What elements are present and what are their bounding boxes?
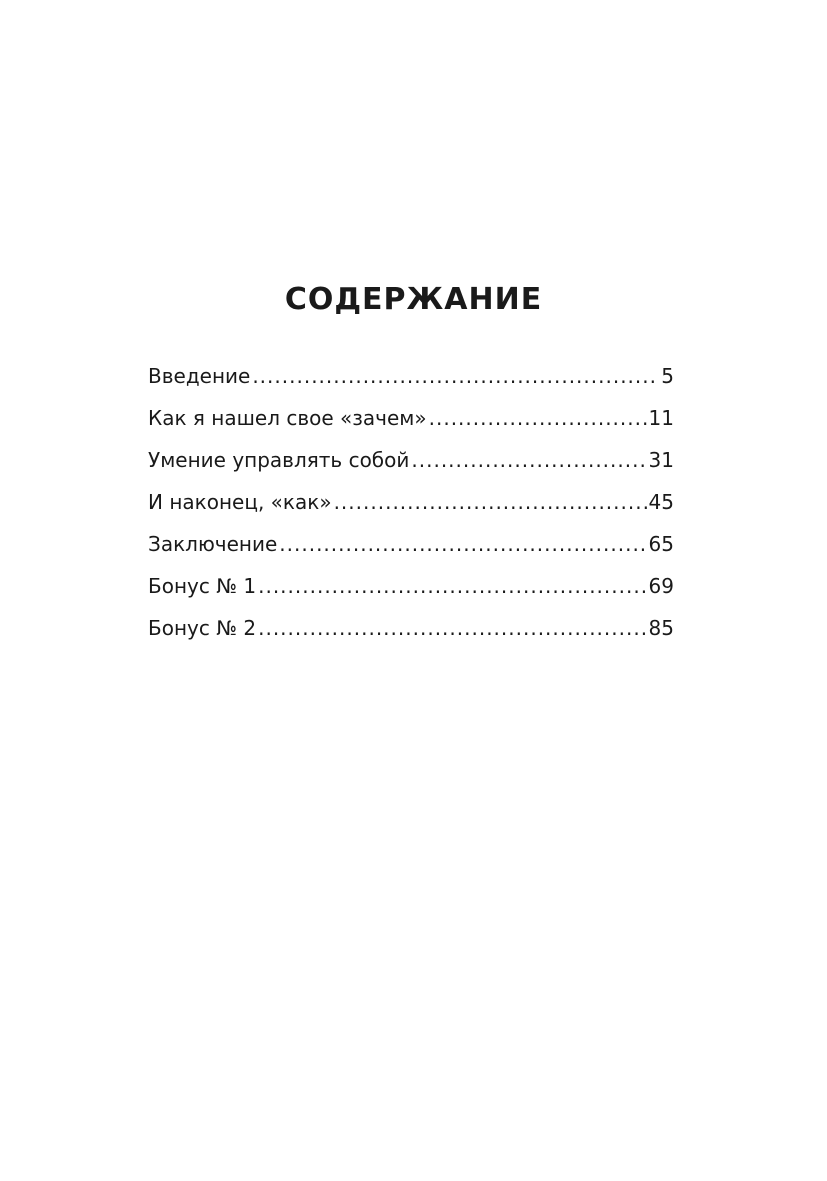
toc-entry-page-number: 85 xyxy=(648,616,674,640)
toc-entry-label: Бонус № 2 xyxy=(148,616,257,640)
toc-entry-page-number: 69 xyxy=(648,574,674,598)
toc-entry-self-management xyxy=(148,448,674,490)
toc-entry-bonus-2 xyxy=(148,616,674,658)
toc-entry-label: Введение xyxy=(148,364,251,388)
toc-entry-finding-why xyxy=(148,406,674,448)
dot-leader xyxy=(411,448,646,472)
toc-entry-page-number: 65 xyxy=(648,532,674,556)
toc-entry-page-number: 11 xyxy=(648,406,674,430)
toc-entry-label: Умение управлять собой xyxy=(148,448,410,472)
toc-entry-label: Заключение xyxy=(148,532,278,556)
toc-entry-page-number: 5 xyxy=(661,364,674,388)
table-of-contents xyxy=(148,364,674,658)
toc-entry-bonus-1 xyxy=(148,574,674,616)
page-title: СОДЕРЖАНИЕ xyxy=(284,282,543,317)
dot-leader xyxy=(334,490,647,514)
toc-entry-label: Как я нашел свое «зачем» xyxy=(148,406,427,430)
dot-leader xyxy=(279,532,646,556)
toc-entry-finally-how xyxy=(148,490,674,532)
dot-leader xyxy=(258,616,646,640)
toc-entry-introduction xyxy=(148,364,674,406)
toc-entry-page-number: 31 xyxy=(648,448,674,472)
toc-entry-page-number: 45 xyxy=(648,490,674,514)
dot-leader xyxy=(429,406,647,430)
toc-entry-label: И наконец, «как» xyxy=(148,490,332,514)
toc-entry-label: Бонус № 1 xyxy=(148,574,257,598)
dot-leader xyxy=(258,574,646,598)
dot-leader xyxy=(252,364,659,388)
toc-entry-conclusion xyxy=(148,532,674,574)
